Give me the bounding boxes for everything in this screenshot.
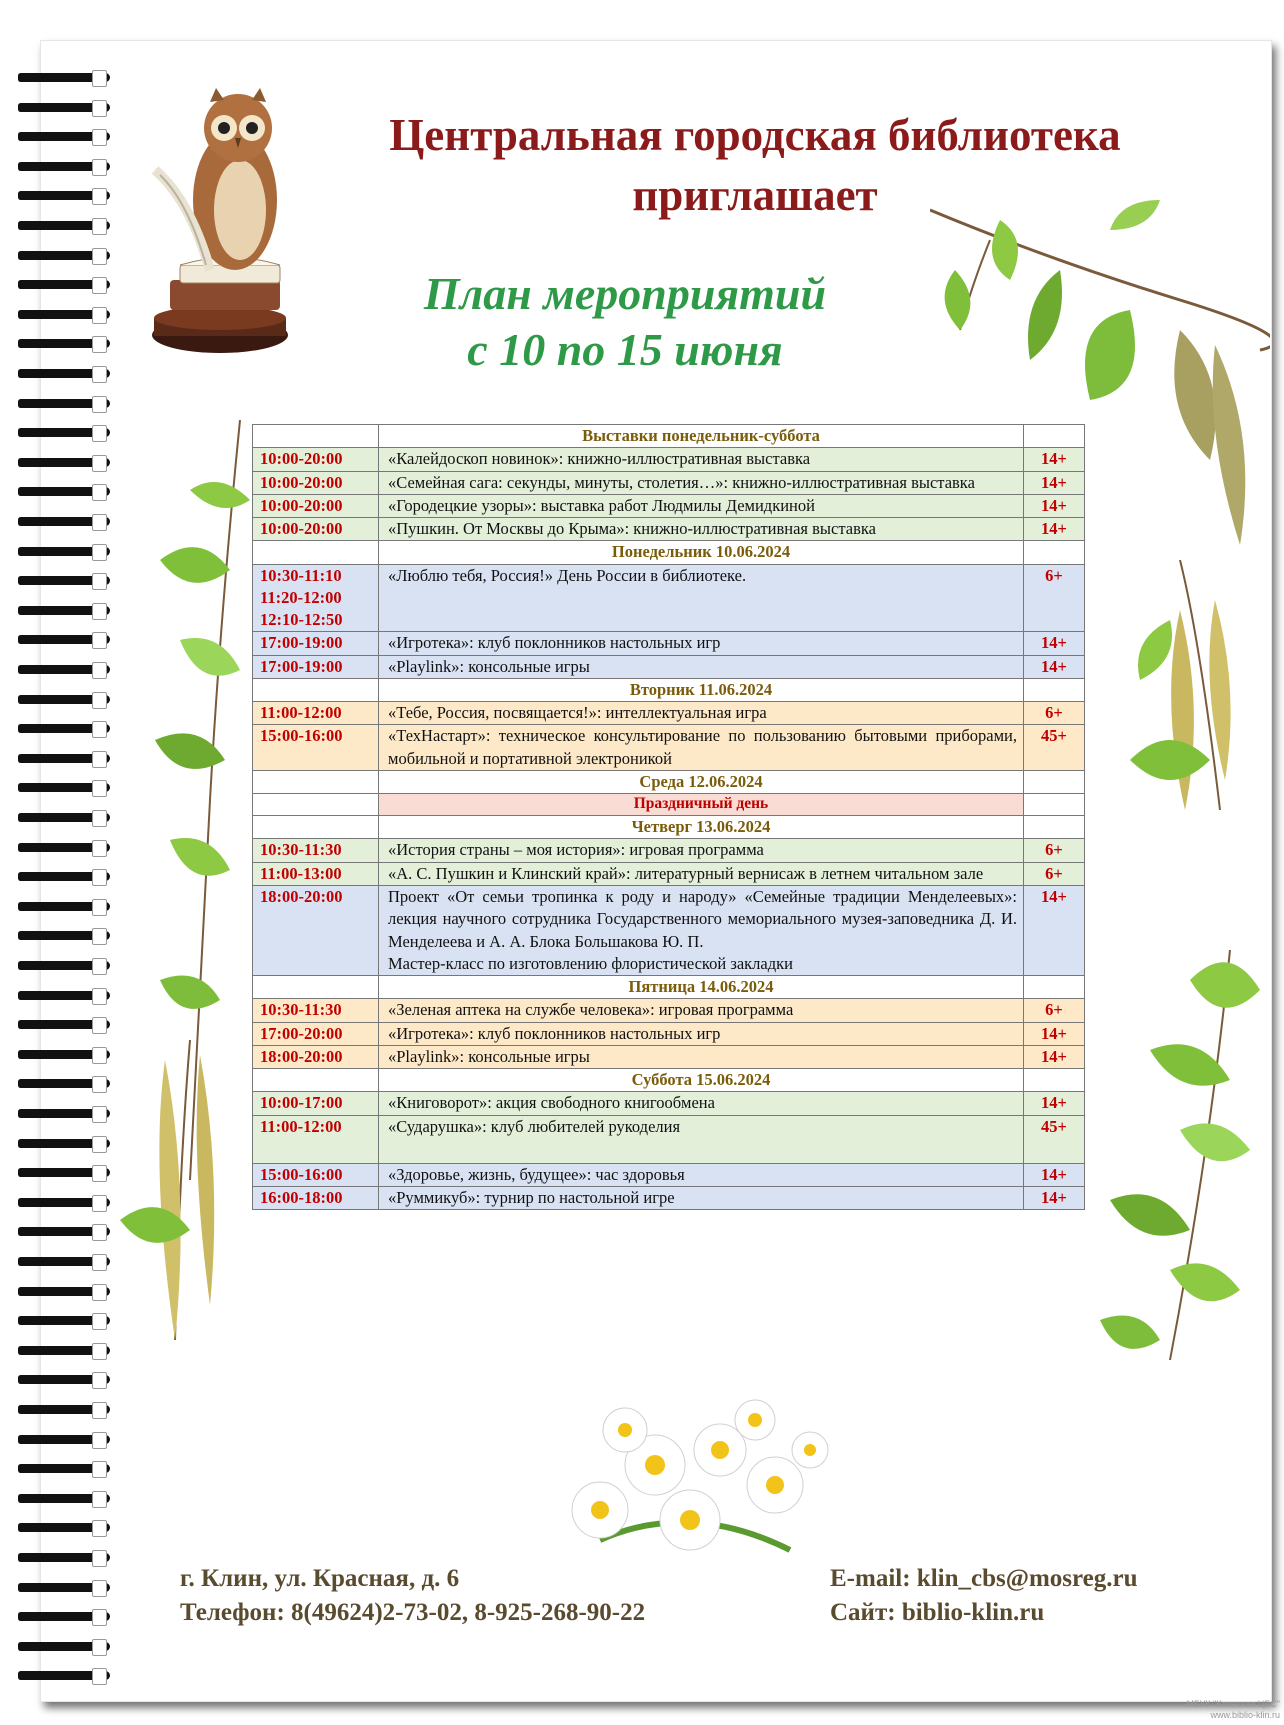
desc-cell (379, 564, 1024, 632)
header-blank (253, 976, 379, 999)
age-rating: 45+ (1041, 726, 1067, 746)
desc-cell (379, 1022, 1024, 1045)
spiral-coil (18, 1254, 110, 1270)
coil-hole (92, 1165, 107, 1182)
time-cell (253, 1186, 379, 1209)
event-time: 12:10-12:50 (260, 610, 343, 630)
age-rating: 14+ (1041, 1093, 1067, 1113)
age-cell (1024, 999, 1085, 1022)
header-blank (1024, 541, 1085, 564)
age-rating: 6+ (1045, 840, 1063, 860)
event-row (253, 885, 1085, 975)
time-cell (253, 632, 379, 655)
time-cell (253, 1115, 379, 1163)
age-rating: 14+ (1041, 519, 1067, 539)
day-header-text: Понедельник 10.06.2024 (379, 541, 1024, 564)
watermark-line2: www.biblio-klin.ru (1210, 1710, 1280, 1721)
coil-hole (92, 425, 107, 442)
event-description: «Playlink»: консольные игры (388, 1046, 590, 1066)
coil-hole (92, 129, 107, 146)
age-cell (1024, 632, 1085, 655)
coil-hole (92, 1402, 107, 1419)
event-time: 10:30-11:30 (260, 1000, 342, 1020)
spiral-coil (18, 1491, 110, 1507)
holiday-note: Праздничный день (379, 794, 1024, 816)
saturday-header (253, 1069, 1085, 1092)
spiral-coil (18, 1343, 110, 1359)
event-description: «Калейдоскоп новинок»: книжно-иллюстративная выставка (388, 449, 811, 469)
header-blank (1024, 425, 1085, 448)
spiral-coil (18, 425, 110, 441)
coil-hole (92, 70, 107, 87)
time-cell (253, 999, 379, 1022)
event-time: 10:00-17:00 (260, 1093, 343, 1113)
event-time: 17:00-19:00 (260, 656, 343, 676)
holiday-blank (253, 794, 379, 816)
coil-hole (92, 1520, 107, 1537)
spiral-binding-icon (18, 70, 113, 1700)
friday-header (253, 976, 1085, 999)
spiral-coil (18, 1076, 110, 1092)
event-description: «Playlink»: консольные игры (388, 656, 590, 676)
age-rating: 14+ (1041, 633, 1067, 653)
holiday-row (253, 794, 1085, 816)
time-cell (253, 1022, 379, 1045)
coil-hole (92, 1343, 107, 1360)
time-cell (253, 471, 379, 494)
coil-hole (92, 721, 107, 738)
desc-cell (379, 1186, 1024, 1209)
event-description: «ТехНастарт»: техническое консультирование по пользованию бытовыми приборами, мобильной и портативной электроникой (388, 726, 1017, 768)
desc-cell (379, 494, 1024, 517)
age-rating: 14+ (1041, 449, 1067, 469)
event-row (253, 1115, 1085, 1163)
desc-cell (379, 632, 1024, 655)
coil-hole (92, 1432, 107, 1449)
spiral-coil (18, 396, 110, 412)
day-header-text: Пятница 14.06.2024 (379, 976, 1024, 999)
age-rating: 14+ (1041, 656, 1067, 676)
event-time: 15:00-16:00 (260, 1164, 343, 1184)
spiral-coil (18, 455, 110, 471)
page-title-line2: приглашает (632, 170, 878, 220)
event-time: 10:30-11:10 (260, 565, 342, 585)
event-description: «Здоровье, жизнь, будущее»: час здоровья (388, 1164, 685, 1184)
spiral-coil (18, 1520, 110, 1536)
spiral-coil (18, 1224, 110, 1240)
coil-hole (92, 248, 107, 265)
age-cell (1024, 564, 1085, 632)
age-rating: 14+ (1041, 1187, 1067, 1207)
time-cell (253, 1163, 379, 1186)
spiral-coil (18, 277, 110, 293)
event-time: 17:00-20:00 (260, 1023, 343, 1043)
event-description: «Люблю тебя, Россия!» День России в библиотеке. (388, 565, 747, 585)
event-description: Проект «От семьи тропинка к роду и народу» «Семейные традиции Менделеевых»: лекция научного сотрудника Государственного мемориального музея-заповедника Д. И. Менделеева и А. А. Блока Большакова Ю. П. (388, 886, 1017, 951)
coil-hole (92, 810, 107, 827)
spiral-coil (18, 1047, 110, 1063)
desc-cell (379, 448, 1024, 471)
header-blank (1024, 816, 1085, 839)
event-row (253, 1045, 1085, 1068)
time-cell (253, 885, 379, 975)
plan-dates: с 10 по 15 июня (467, 324, 783, 375)
monday-header (253, 541, 1085, 564)
desc-cell (379, 862, 1024, 885)
event-time: 18:00-20:00 (260, 886, 343, 906)
event-description: «Игротека»: клуб поклонников настольных игр (388, 633, 721, 653)
header-blank (253, 425, 379, 448)
event-time: 10:00-20:00 (260, 449, 343, 469)
birch-branch-icon (1120, 560, 1270, 820)
spiral-coil (18, 514, 110, 530)
event-description: «Сударушка»: клуб любителей рукоделия (388, 1116, 681, 1136)
spiral-coil (18, 1106, 110, 1122)
desc-cell (379, 655, 1024, 678)
coil-hole (92, 632, 107, 649)
chamomile-bouquet-icon (540, 1390, 840, 1570)
tuesday-header (253, 678, 1085, 701)
event-time: 10:00-20:00 (260, 472, 343, 492)
age-rating: 6+ (1045, 863, 1063, 883)
coil-hole (92, 928, 107, 945)
spiral-coil (18, 188, 110, 204)
spiral-coil (18, 1017, 110, 1033)
spiral-coil (18, 1284, 110, 1300)
events-schedule-table (252, 424, 1085, 1210)
header-blank (1024, 976, 1085, 999)
event-description: «История страны – моя история»: игровая программа (388, 840, 764, 860)
event-row (253, 725, 1085, 771)
spiral-coil (18, 1550, 110, 1566)
spiral-coil (18, 662, 110, 678)
header-blank (1024, 678, 1085, 701)
coil-hole (92, 1580, 107, 1597)
spiral-coil (18, 129, 110, 145)
coil-hole (92, 869, 107, 886)
event-time: 18:00-20:00 (260, 1046, 343, 1066)
age-cell (1024, 839, 1085, 862)
event-row (253, 564, 1085, 632)
spiral-coil (18, 1402, 110, 1418)
header-blank (1024, 1069, 1085, 1092)
website: Сайт: biblio-klin.ru (830, 1599, 1045, 1626)
event-row (253, 1186, 1085, 1209)
event-time: 11:00-12:00 (260, 1116, 342, 1136)
coil-hole (92, 662, 107, 679)
spiral-coil (18, 1461, 110, 1477)
spiral-coil (18, 1580, 110, 1596)
event-time: 15:00-16:00 (260, 726, 343, 746)
spiral-coil (18, 1165, 110, 1181)
coil-hole (92, 484, 107, 501)
time-cell (253, 448, 379, 471)
event-description: «Зеленая аптека на службе человека»: игровая программа (388, 1000, 794, 1020)
spiral-coil (18, 1609, 110, 1625)
event-time: 17:00-19:00 (260, 633, 343, 653)
time-cell (253, 494, 379, 517)
event-description: «Книговорот»: акция свободного книгообмена (388, 1093, 715, 1113)
age-cell (1024, 885, 1085, 975)
event-row (253, 448, 1085, 471)
day-header-text: Суббота 15.06.2024 (379, 1069, 1024, 1092)
day-header-text: Выставки понедельник-суббота (379, 425, 1024, 448)
event-time: 10:30-11:30 (260, 840, 342, 860)
age-rating: 14+ (1041, 472, 1067, 492)
age-cell (1024, 1022, 1085, 1045)
time-cell (253, 862, 379, 885)
event-description: «Пушкин. От Москвы до Крыма»: книжно-иллюстративная выставка (388, 519, 876, 539)
spiral-coil (18, 632, 110, 648)
event-row (253, 999, 1085, 1022)
time-cell (253, 725, 379, 771)
spiral-coil (18, 1639, 110, 1655)
age-cell (1024, 494, 1085, 517)
desc-cell (379, 725, 1024, 771)
coil-hole (92, 218, 107, 235)
desc-cell (379, 1092, 1024, 1115)
address: г. Клин, ул. Красная, д. 6 (180, 1565, 460, 1592)
event-row (253, 1022, 1085, 1045)
age-rating: 14+ (1041, 1023, 1067, 1043)
coil-hole (92, 277, 107, 294)
coil-hole (92, 840, 107, 857)
spiral-coil (18, 840, 110, 856)
coil-hole (92, 1017, 107, 1034)
age-rating: 6+ (1045, 565, 1063, 585)
spiral-coil (18, 484, 110, 500)
coil-hole (92, 1461, 107, 1478)
spiral-coil (18, 810, 110, 826)
coil-hole (92, 573, 107, 590)
day-header-text: Четверг 13.06.2024 (379, 816, 1024, 839)
wednesday-header (253, 770, 1085, 793)
coil-hole (92, 514, 107, 531)
coil-hole (92, 455, 107, 472)
coil-hole (92, 188, 107, 205)
coil-hole (92, 1224, 107, 1241)
spiral-coil (18, 70, 110, 86)
spiral-coil (18, 366, 110, 382)
day-header-text: Среда 12.06.2024 (379, 770, 1024, 793)
header-blank (1024, 770, 1085, 793)
event-description: «Семейная сага: секунды, минуты, столетия…»: книжно-иллюстративная выставка (388, 472, 975, 492)
event-description: «Руммикуб»: турнир по настольной игре (388, 1187, 675, 1207)
time-cell (253, 702, 379, 725)
age-rating: 14+ (1041, 1046, 1067, 1066)
coil-hole (92, 988, 107, 1005)
spiral-coil (18, 1668, 110, 1684)
event-time: 11:00-13:00 (260, 863, 342, 883)
event-time: 10:00-20:00 (260, 495, 343, 515)
desc-cell (379, 518, 1024, 541)
coil-hole (92, 100, 107, 117)
event-description: «Городецкие узоры»: выставка работ Людмилы Демидкиной (388, 495, 815, 515)
coil-hole (92, 603, 107, 620)
event-description: «Игротека»: клуб поклонников настольных игр (388, 1023, 721, 1043)
coil-hole (92, 958, 107, 975)
event-description: «Тебе, Россия, посвящается!»: интеллектуальная игра (388, 703, 767, 723)
coil-hole (92, 1372, 107, 1389)
spiral-coil (18, 958, 110, 974)
coil-hole (92, 366, 107, 383)
exhibitions-header (253, 425, 1085, 448)
coil-hole (92, 1550, 107, 1567)
coil-hole (92, 751, 107, 768)
age-cell (1024, 655, 1085, 678)
time-cell (253, 518, 379, 541)
age-cell (1024, 725, 1085, 771)
age-cell (1024, 1115, 1085, 1163)
age-rating: 6+ (1045, 703, 1063, 723)
spiral-coil (18, 1136, 110, 1152)
age-rating: 14+ (1041, 495, 1067, 515)
coil-hole (92, 1076, 107, 1093)
spiral-coil (18, 159, 110, 175)
age-rating: 14+ (1041, 886, 1067, 906)
age-cell (1024, 702, 1085, 725)
desc-cell (379, 999, 1024, 1022)
spiral-coil (18, 218, 110, 234)
event-row (253, 1163, 1085, 1186)
event-description-extra: Мастер-класс по изготовлению флористической закладки (388, 953, 793, 973)
time-cell (253, 1045, 379, 1068)
day-header-text: Вторник 11.06.2024 (379, 678, 1024, 701)
coil-hole (92, 1047, 107, 1064)
age-cell (1024, 1045, 1085, 1068)
spiral-coil (18, 988, 110, 1004)
age-cell (1024, 471, 1085, 494)
coil-hole (92, 692, 107, 709)
header-blank (253, 541, 379, 564)
coil-hole (92, 1609, 107, 1626)
event-row (253, 702, 1085, 725)
spiral-coil (18, 780, 110, 796)
event-row (253, 862, 1085, 885)
spiral-coil (18, 899, 110, 915)
watermark-line1: МБУК "Клинская ЦБС" (1186, 1699, 1280, 1710)
coil-hole (92, 1284, 107, 1301)
coil-hole (92, 1254, 107, 1271)
event-time: 11:20-12:00 (260, 587, 342, 607)
coil-hole (92, 1195, 107, 1212)
spiral-coil (18, 1195, 110, 1211)
desc-cell (379, 702, 1024, 725)
spiral-coil (18, 248, 110, 264)
event-time: 11:00-12:00 (260, 703, 342, 723)
time-cell (253, 564, 379, 632)
age-cell (1024, 862, 1085, 885)
event-row (253, 1092, 1085, 1115)
desc-cell (379, 839, 1024, 862)
event-row (253, 632, 1085, 655)
header-blank (253, 770, 379, 793)
event-time: 10:00-20:00 (260, 519, 343, 539)
spiral-coil (18, 1313, 110, 1329)
spiral-coil (18, 1432, 110, 1448)
coil-hole (92, 336, 107, 353)
age-rating: 45+ (1041, 1116, 1067, 1136)
coil-hole (92, 1491, 107, 1508)
coil-hole (92, 159, 107, 176)
spiral-coil (18, 869, 110, 885)
spiral-coil (18, 721, 110, 737)
header-blank (253, 816, 379, 839)
plan-title: План мероприятий (423, 268, 827, 319)
spiral-coil (18, 336, 110, 352)
coil-hole (92, 1136, 107, 1153)
coil-hole (92, 307, 107, 324)
coil-hole (92, 1106, 107, 1123)
age-cell (1024, 1163, 1085, 1186)
birch-branch-icon (120, 1040, 250, 1350)
spiral-coil (18, 1372, 110, 1388)
age-rating: 6+ (1045, 1000, 1063, 1020)
header-blank (253, 678, 379, 701)
email: E-mail: klin_cbs@mosreg.ru (830, 1565, 1138, 1592)
desc-cell (379, 885, 1024, 975)
coil-hole (92, 396, 107, 413)
event-row (253, 471, 1085, 494)
coil-hole (92, 1668, 107, 1685)
thursday-header (253, 816, 1085, 839)
event-row (253, 655, 1085, 678)
spiral-coil (18, 100, 110, 116)
holiday-blank (1024, 794, 1085, 816)
spiral-coil (18, 928, 110, 944)
event-time: 16:00-18:00 (260, 1187, 343, 1207)
event-description: «А. С. Пушкин и Клинский край»: литературный вернисаж в летнем читальном зале (388, 863, 984, 883)
coil-hole (92, 1639, 107, 1656)
spiral-coil (18, 307, 110, 323)
event-row (253, 839, 1085, 862)
spiral-coil (18, 573, 110, 589)
coil-hole (92, 544, 107, 561)
page-title: Центральная городская библиотека (389, 110, 1121, 160)
desc-cell (379, 1045, 1024, 1068)
time-cell (253, 655, 379, 678)
event-row (253, 494, 1085, 517)
age-rating: 14+ (1041, 1164, 1067, 1184)
coil-hole (92, 1313, 107, 1330)
header-blank (253, 1069, 379, 1092)
coil-hole (92, 899, 107, 916)
desc-cell (379, 471, 1024, 494)
event-row (253, 518, 1085, 541)
time-cell (253, 1092, 379, 1115)
spiral-coil (18, 603, 110, 619)
time-cell (253, 839, 379, 862)
spiral-coil (18, 544, 110, 560)
age-cell (1024, 448, 1085, 471)
birch-branch-icon (1090, 950, 1270, 1370)
coil-hole (92, 780, 107, 797)
watermark (1186, 1699, 1280, 1721)
age-cell (1024, 1092, 1085, 1115)
phone: Телефон: 8(49624)2-73-02, 8-925-268-90-22 (180, 1599, 646, 1626)
spiral-coil (18, 751, 110, 767)
age-cell (1024, 518, 1085, 541)
spiral-coil (18, 692, 110, 708)
age-cell (1024, 1186, 1085, 1209)
desc-cell (379, 1163, 1024, 1186)
desc-cell (379, 1115, 1024, 1163)
